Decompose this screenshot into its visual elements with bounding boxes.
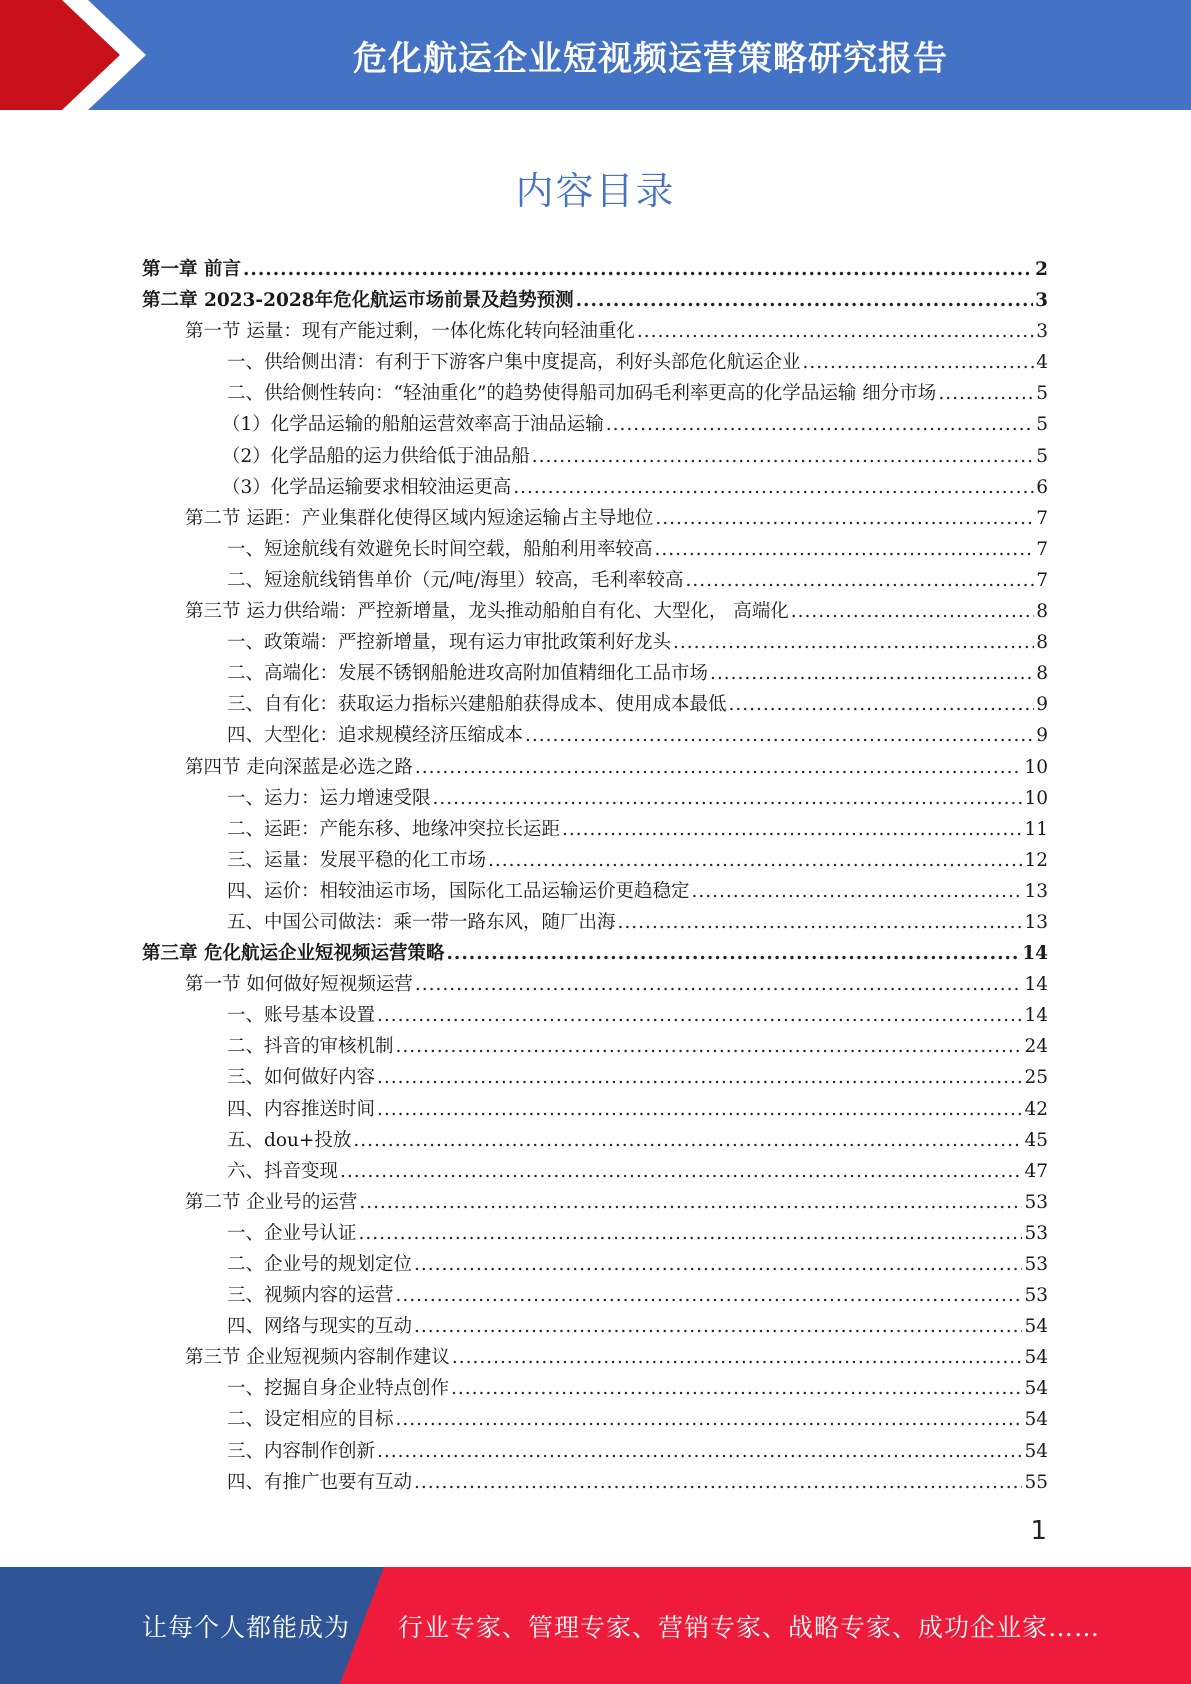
toc-subsection-entry[interactable]	[142, 534, 1048, 565]
footer-slogan-right: 行业专家、管理专家、营销专家、战略专家、成功企业家……	[398, 1612, 1101, 1642]
toc-subsection-entry[interactable]	[142, 1280, 1048, 1311]
toc-section-entry[interactable]	[142, 316, 1048, 347]
toc-entry-page: 54	[1024, 1440, 1048, 1462]
toc-entry-page: 47	[1024, 1160, 1048, 1182]
toc-subsection-entry[interactable]	[142, 347, 1048, 378]
toc-entry-title: 一、供给侧出清：有利于下游客户集中度提高，利好头部危化航运企业	[227, 352, 801, 374]
toc-dot-leader	[414, 1311, 1022, 1342]
toc-entry-title: 三、运量：发展平稳的化工市场	[227, 849, 487, 871]
toc-subsection-entry[interactable]	[142, 1156, 1048, 1187]
toc-entry-page: 13	[1024, 911, 1048, 933]
toc-entry-title: 四、有推广也要有互动	[227, 1471, 413, 1493]
toc-dot-leader	[685, 565, 1034, 596]
toc-entry-page: 54	[1024, 1316, 1048, 1338]
toc-dot-leader	[377, 1094, 1022, 1125]
toc-chapter-entry[interactable]	[142, 938, 1048, 969]
toc-subsection-entry[interactable]	[142, 1000, 1048, 1031]
toc-entry-title: 三、视频内容的运营	[227, 1285, 394, 1307]
toc-entry-title: 第二节 企业号的运营	[185, 1191, 358, 1213]
toc-entry-page: 24	[1024, 1036, 1048, 1058]
toc-section-entry[interactable]	[142, 1187, 1048, 1218]
toc-dot-leader	[377, 1000, 1022, 1031]
toc-entry-title: 第二节 运距：产业集群化使得区域内短途运输占主导地位	[185, 507, 654, 529]
toc-dot-leader	[532, 441, 1034, 472]
toc-subsection-entry[interactable]	[142, 1373, 1048, 1404]
toc-entry-title: 第一节 如何做好短视频运营	[185, 974, 413, 996]
toc-entry-page: 25	[1024, 1067, 1048, 1089]
toc-dot-leader	[415, 969, 1023, 1000]
toc-entry-title: 第四节 走向深蓝是必选之路	[185, 756, 413, 778]
toc-entry-page: 4	[1036, 352, 1048, 374]
toc-entry-page: 13	[1024, 880, 1048, 902]
toc-entry-title: 五、dou+投放	[227, 1129, 352, 1151]
toc-section-entry[interactable]	[142, 596, 1048, 627]
toc-dot-leader	[488, 845, 1022, 876]
toc-dot-leader	[446, 938, 1020, 969]
toc-chapter-entry[interactable]	[142, 254, 1048, 285]
toc-entry-page: 53	[1024, 1191, 1048, 1213]
toc-dot-leader	[414, 1249, 1022, 1280]
toc-entry-page: 55	[1024, 1471, 1048, 1493]
toc-subsection-entry[interactable]	[142, 1311, 1048, 1342]
toc-dot-leader	[414, 1467, 1022, 1498]
toc-entry-page: 7	[1036, 538, 1048, 560]
toc-entry-title: 第三节 运力供给端：严控新增量，龙头推动船舶自有化、大型化， 高端化	[185, 601, 789, 623]
toc-entry-page: 45	[1024, 1129, 1048, 1151]
toc-entry-page: 10	[1024, 756, 1048, 778]
toc-dot-leader	[637, 316, 1034, 347]
toc-subsection-entry[interactable]	[142, 378, 1048, 409]
toc-dot-leader	[340, 1156, 1022, 1187]
toc-entry-page: 9	[1036, 694, 1048, 716]
page-number: 1	[1030, 1516, 1047, 1546]
toc-dot-leader	[576, 285, 1034, 316]
toc-entry-page: 10	[1024, 787, 1048, 809]
toc-heading: 内容目录	[515, 169, 676, 213]
toc-entry-page: 12	[1024, 849, 1048, 871]
toc-section-entry[interactable]	[142, 969, 1048, 1000]
toc-dot-leader	[452, 1342, 1023, 1373]
toc-entry-title: （3）化学品运输要求相较油运更高	[222, 476, 512, 498]
toc-entry-title: 三、自有化：获取运力指标兴建船舶获得成本、使用成本最低	[227, 694, 727, 716]
toc-entry-title: 一、账号基本设置	[227, 1005, 376, 1027]
toc-dot-leader	[513, 472, 1034, 503]
toc-chapter-entry[interactable]	[142, 285, 1048, 316]
footer-slogan-left: 让每个人都能成为	[142, 1612, 351, 1642]
toc-entry-page: 14	[1022, 943, 1048, 965]
report-title: 危化航运企业短视频运营策略研究报告	[353, 38, 948, 79]
toc-dot-leader	[729, 689, 1035, 720]
toc-subsection-entry[interactable]	[142, 1218, 1048, 1249]
toc-dot-leader	[396, 1280, 1023, 1311]
toc-entry-page: 5	[1036, 414, 1048, 436]
toc-entry-page: 53	[1024, 1222, 1048, 1244]
toc-section-entry[interactable]	[142, 503, 1048, 534]
table-of-contents	[142, 254, 1048, 1498]
toc-entry-page: 54	[1024, 1347, 1048, 1369]
toc-subsection-entry[interactable]	[142, 1436, 1048, 1467]
toc-dot-leader	[359, 1187, 1022, 1218]
toc-entry-title: 一、企业号认证	[227, 1222, 357, 1244]
toc-entry-page: 11	[1024, 818, 1048, 840]
toc-entry-title: 五、中国公司做法：乘一带一路东风，随厂出海	[227, 911, 616, 933]
toc-entry-title: 四、运价：相较油运市场，国际化工品运输运价更趋稳定	[227, 880, 690, 902]
toc-entry-title: （2）化学品船的运力供给低于油品船	[222, 445, 530, 467]
toc-dot-leader	[803, 347, 1035, 378]
toc-entry-title: 二、企业号的规划定位	[227, 1254, 413, 1275]
toc-dot-leader	[525, 720, 1034, 751]
toc-entry-page: 8	[1036, 601, 1048, 623]
toc-entry-page: 54	[1024, 1409, 1048, 1431]
toc-dot-leader	[673, 627, 1034, 658]
toc-entry-page: 53	[1024, 1285, 1048, 1307]
toc-dot-leader	[692, 876, 1023, 907]
toc-subsection-entry[interactable]	[142, 720, 1048, 751]
toc-dot-leader	[359, 1218, 1023, 1249]
toc-entry-page: 8	[1036, 663, 1048, 685]
toc-dot-leader	[938, 378, 1034, 409]
toc-dot-leader	[377, 1436, 1022, 1467]
toc-entry-title: 一、挖掘自身企业特点创作	[227, 1378, 450, 1400]
toc-entry-title: 二、高端化：发展不锈钢船舱进攻高附加值精细化工品市场	[227, 663, 709, 685]
toc-entry-page: 9	[1036, 725, 1048, 747]
toc-dot-leader	[655, 534, 1035, 565]
toc-entry-title: 六、抖音变现	[227, 1160, 339, 1182]
toc-entry-title: 一、运力：运力增速受限	[227, 787, 431, 809]
toc-dot-leader	[618, 907, 1023, 938]
toc-dot-leader	[433, 783, 1023, 814]
toc-entry-page: 6	[1036, 476, 1048, 498]
toc-entry-page: 7	[1036, 507, 1048, 529]
toc-dot-leader	[710, 658, 1034, 689]
toc-subsection-entry[interactable]	[142, 441, 1048, 472]
toc-dot-leader	[606, 409, 1034, 440]
toc-subsection-entry[interactable]	[142, 1062, 1048, 1093]
toc-entry-page: 8	[1036, 632, 1048, 654]
toc-dot-leader	[451, 1373, 1022, 1404]
toc-entry-title: 四、大型化：追求规模经济压缩成本	[227, 725, 524, 747]
footer-banner	[0, 1567, 1191, 1684]
toc-entry-page: 42	[1024, 1098, 1048, 1120]
toc-entry-page: 5	[1036, 383, 1048, 405]
toc-entry-page: 54	[1024, 1378, 1048, 1400]
toc-subsection-entry[interactable]	[142, 1249, 1048, 1280]
toc-dot-leader	[377, 1062, 1022, 1093]
toc-subsection-entry[interactable]	[142, 627, 1048, 658]
toc-subsection-entry[interactable]	[142, 907, 1048, 938]
toc-entry-title: 二、设定相应的目标	[227, 1409, 394, 1431]
toc-dot-leader	[396, 1404, 1023, 1435]
toc-entry-title: 二、运距：产能东移、地缘冲突拉长运距	[227, 818, 561, 840]
toc-subsection-entry[interactable]	[142, 1404, 1048, 1435]
toc-dot-leader	[396, 1031, 1023, 1062]
toc-subsection-entry[interactable]	[142, 409, 1048, 440]
toc-entry-page: 14	[1024, 974, 1048, 996]
toc-entry-page: 2	[1035, 259, 1048, 280]
toc-dot-leader	[791, 596, 1034, 627]
toc-dot-leader	[243, 254, 1033, 285]
report-header-banner	[0, 0, 1191, 110]
toc-entry-title: （1）化学品运输的船舶运营效率高于油品运输	[222, 414, 604, 436]
toc-entry-title: 第一章 前言	[142, 259, 241, 280]
toc-subsection-entry[interactable]	[142, 689, 1048, 720]
toc-entry-title: 二、抖音的审核机制	[227, 1036, 394, 1058]
toc-entry-title: 三、内容制作创新	[227, 1440, 376, 1462]
toc-subsection-entry[interactable]	[142, 845, 1048, 876]
toc-entry-title: 第一节 运量：现有产能过剩，一体化炼化转向轻油重化	[185, 321, 635, 343]
toc-subsection-entry[interactable]	[142, 472, 1048, 503]
toc-entry-page: 7	[1036, 569, 1048, 591]
toc-entry-title: 四、内容推送时间	[227, 1098, 376, 1120]
toc-section-entry[interactable]	[142, 752, 1048, 783]
toc-entry-page: 3	[1036, 321, 1048, 343]
toc-subsection-entry[interactable]	[142, 814, 1048, 845]
toc-entry-title: 一、短途航线有效避免长时间空载，船舶利用率较高	[227, 538, 653, 560]
toc-entry-title: 二、供给侧性转向：“轻油重化”的趋势使得船司加码毛利率更高的化学品运输 细分市场	[227, 383, 937, 405]
toc-entry-title: 第二章 2023-2028年危化航运市场前景及趋势预测	[142, 290, 574, 312]
toc-dot-leader	[415, 752, 1023, 783]
toc-subsection-entry[interactable]	[142, 1125, 1048, 1156]
toc-section-entry[interactable]	[142, 1342, 1048, 1373]
toc-entry-page: 3	[1035, 290, 1048, 312]
toc-subsection-entry[interactable]	[142, 1031, 1048, 1062]
toc-subsection-entry[interactable]	[142, 876, 1048, 907]
toc-subsection-entry[interactable]	[142, 783, 1048, 814]
toc-dot-leader	[353, 1125, 1022, 1156]
toc-subsection-entry[interactable]	[142, 658, 1048, 689]
toc-entry-page: 5	[1036, 445, 1048, 467]
toc-entry-title: 一、政策端：严控新增量，现有运力审批政策利好龙头	[227, 632, 672, 654]
toc-entry-title: 二、短途航线销售单价（元/吨/海里）较高，毛利率较高	[227, 569, 684, 591]
toc-dot-leader	[655, 503, 1034, 534]
toc-subsection-entry[interactable]	[142, 1094, 1048, 1125]
toc-entry-page: 53	[1024, 1254, 1048, 1275]
toc-entry-title: 第三节 企业短视频内容制作建议	[185, 1347, 450, 1369]
toc-subsection-entry[interactable]	[142, 565, 1048, 596]
toc-entry-title: 四、网络与现实的互动	[227, 1316, 413, 1338]
toc-entry-page: 14	[1024, 1005, 1048, 1027]
toc-entry-title: 第三章 危化航运企业短视频运营策略	[142, 943, 445, 965]
toc-subsection-entry[interactable]	[142, 1467, 1048, 1498]
toc-entry-title: 三、如何做好内容	[227, 1067, 376, 1089]
toc-dot-leader	[562, 814, 1022, 845]
